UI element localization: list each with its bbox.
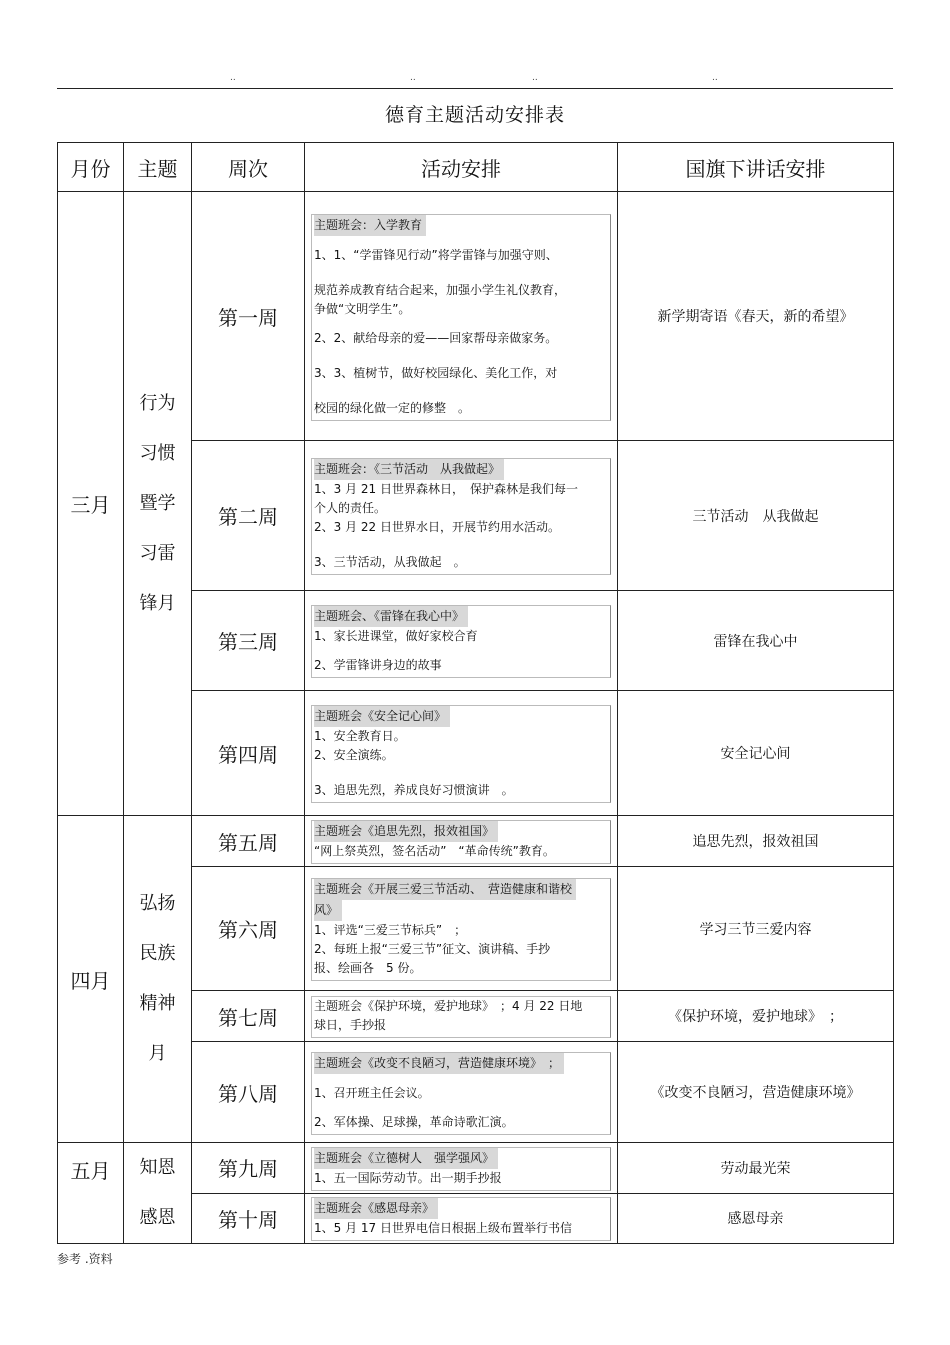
activity-line: 2、安全演练。 bbox=[314, 748, 394, 762]
activity-box bbox=[311, 214, 611, 421]
activity-line: 校园的绿化做一定的修整 。 bbox=[314, 400, 471, 415]
speech-cell: 三节活动 从我做起 bbox=[618, 441, 894, 591]
activity-box bbox=[311, 878, 611, 981]
theme-line: 习雷 bbox=[139, 542, 176, 564]
activity-heading: 主题班会《感恩母亲》 bbox=[314, 1198, 438, 1219]
table-row bbox=[58, 192, 894, 441]
activity-line: 规范养成教育结合起来，加强小学生礼仪教育， bbox=[314, 282, 567, 297]
activity-line: 争做“文明学生”。 bbox=[314, 301, 411, 316]
table-row bbox=[58, 816, 894, 867]
month-cell: 五月 bbox=[58, 1143, 124, 1244]
activity-heading: 主题班会：《三节活动 从我做起》 bbox=[314, 459, 504, 480]
theme-cell bbox=[124, 816, 192, 1143]
activity-box bbox=[311, 458, 611, 575]
activity-box bbox=[311, 1052, 611, 1135]
speech-cell: 《改变不良陋习，营造健康环境》 bbox=[618, 1042, 894, 1143]
activity-box bbox=[311, 820, 611, 864]
week-cell: 第十周 bbox=[192, 1193, 305, 1244]
activity-line: 2、3 月 22 日世界水日，开展节约用水活动。 bbox=[314, 520, 560, 534]
speech-cell: 感恩母亲 bbox=[618, 1193, 894, 1244]
activity-line: 1、安全教育日。 bbox=[314, 729, 406, 743]
week-cell: 第四周 bbox=[192, 691, 305, 816]
activity-line: 2、军体操、足球操，革命诗歌汇演。 bbox=[314, 1114, 514, 1129]
header-week: 周次 bbox=[192, 143, 305, 192]
header-month: 月份 bbox=[58, 143, 124, 192]
activity-line: 1、五一国际劳动节。出一期手抄报 bbox=[314, 1170, 502, 1185]
activity-cell bbox=[305, 591, 618, 691]
activity-heading: 主题班会、《雷锋在我心中》 bbox=[314, 606, 468, 627]
activity-line: 3、三节活动，从我做起 。 bbox=[314, 555, 466, 569]
activity-heading: 主题班会《改变不良陋习，营造健康环境》 ； bbox=[314, 1053, 564, 1074]
speech-cell: 安全记心间 bbox=[618, 691, 894, 816]
theme-line: 暨学 bbox=[139, 492, 176, 514]
theme-cell bbox=[124, 192, 192, 816]
activity-cell bbox=[305, 1143, 618, 1194]
activity-line: 报、绘画各 5 份。 bbox=[314, 961, 422, 975]
activity-line: 1、评选“三爱三节标兵” ； bbox=[314, 923, 467, 937]
header-activity: 活动安排 bbox=[305, 143, 618, 192]
theme-line: 感恩 bbox=[139, 1207, 176, 1228]
header-dot: .. bbox=[712, 73, 718, 83]
activity-heading: 主题班会：入学教育 bbox=[314, 215, 426, 236]
activity-cell bbox=[305, 1042, 618, 1143]
activity-line: 3、3、植树节，做好校园绿化、美化工作，对 bbox=[314, 365, 558, 380]
speech-cell: 学习三节三爱内容 bbox=[618, 867, 894, 991]
activity-line: 2、每班上报“三爱三节”征文、演讲稿、手抄 bbox=[314, 942, 551, 956]
activity-box bbox=[311, 996, 611, 1038]
activity-cell bbox=[305, 867, 618, 991]
month-cell: 三月 bbox=[58, 192, 124, 816]
week-cell: 第八周 bbox=[192, 1042, 305, 1143]
activity-line: 1、1、“学雷锋见行动”将学雷锋与加强守则、 bbox=[314, 247, 558, 262]
activity-cell bbox=[305, 691, 618, 816]
header-dot: .. bbox=[410, 73, 416, 83]
activity-line: 1、家长进课堂，做好家校合育 bbox=[314, 629, 478, 643]
header-dots bbox=[0, 73, 950, 85]
theme-line: 弘扬 bbox=[139, 893, 176, 914]
week-cell: 第二周 bbox=[192, 441, 305, 591]
activity-heading: 主题班会《保护环境，爱护地球》 ；4 月 22 日地 bbox=[314, 999, 583, 1013]
activity-heading: 主题班会《安全记心间》 bbox=[314, 706, 450, 727]
week-cell: 第五周 bbox=[192, 816, 305, 867]
theme-line: 行为 bbox=[139, 392, 176, 414]
speech-cell: 《保护环境，爱护地球》 ； bbox=[618, 991, 894, 1042]
theme-line: 精神 bbox=[139, 993, 176, 1014]
activity-heading: 主题班会《追思先烈，报效祖国》 bbox=[314, 821, 498, 842]
week-cell: 第六周 bbox=[192, 867, 305, 991]
activity-line: 2、2、献给母亲的爱——回家帮母亲做家务。 bbox=[314, 330, 558, 345]
activity-line: 个人的责任。 bbox=[314, 501, 387, 515]
month-cell: 四月 bbox=[58, 816, 124, 1143]
activity-line: 1、5 月 17 日世界电信日根据上级布置举行书信 bbox=[314, 1221, 572, 1236]
theme-line: 锋月 bbox=[139, 592, 176, 614]
week-cell: 第七周 bbox=[192, 991, 305, 1042]
activity-line: 球日，手抄报 bbox=[314, 1018, 387, 1032]
table-row bbox=[58, 1143, 894, 1194]
activity-line: 1、召开班主任会议。 bbox=[314, 1085, 430, 1100]
speech-cell: 劳动最光荣 bbox=[618, 1143, 894, 1194]
activity-line: 3、追思先烈，养成良好习惯演讲 。 bbox=[314, 783, 514, 797]
theme-line: 民族 bbox=[139, 943, 176, 964]
theme-line: 知恩 bbox=[139, 1157, 176, 1178]
activity-heading-cont: 风》 bbox=[314, 900, 342, 921]
activity-line: 1、3 月 21 日世界森林日， 保护森林是我们每一 bbox=[314, 482, 578, 496]
page-footer: 参考 .资料 bbox=[57, 1252, 113, 1266]
activity-heading: 主题班会《开展三爱三节活动、 营造健康和谐校 bbox=[314, 879, 576, 900]
activity-cell bbox=[305, 441, 618, 591]
activity-line: “网上祭英烈，签名活动” “革命传统”教育。 bbox=[314, 844, 555, 858]
week-cell: 第九周 bbox=[192, 1143, 305, 1194]
schedule-table bbox=[57, 142, 894, 1244]
activity-cell bbox=[305, 816, 618, 867]
week-cell: 第三周 bbox=[192, 591, 305, 691]
week-cell: 第一周 bbox=[192, 192, 305, 441]
speech-cell: 雷锋在我心中 bbox=[618, 591, 894, 691]
theme-line: 月 bbox=[148, 1043, 167, 1064]
activity-cell bbox=[305, 192, 618, 441]
header-theme: 主题 bbox=[124, 143, 192, 192]
theme-line: 习惯 bbox=[139, 442, 176, 464]
header-rule bbox=[57, 88, 893, 89]
theme-cell bbox=[124, 1143, 192, 1244]
activity-box bbox=[311, 605, 611, 678]
header-dot: .. bbox=[532, 73, 538, 83]
activity-cell bbox=[305, 1193, 618, 1244]
header-dot: .. bbox=[230, 73, 236, 83]
speech-cell: 新学期寄语《春天，新的希望》 bbox=[618, 192, 894, 441]
activity-heading: 主题班会《立德树人 强学强风》 bbox=[314, 1148, 498, 1169]
header-speech: 国旗下讲话安排 bbox=[618, 143, 894, 192]
speech-cell: 追思先烈，报效祖国 bbox=[618, 816, 894, 867]
activity-box bbox=[311, 1147, 611, 1191]
activity-cell bbox=[305, 991, 618, 1042]
activity-box bbox=[311, 1197, 611, 1241]
activity-line: 2、学雷锋讲身边的故事 bbox=[314, 658, 442, 672]
table-header-row bbox=[58, 143, 894, 192]
page-title: 德育主题活动安排表 bbox=[384, 104, 565, 126]
activity-box bbox=[311, 705, 611, 803]
